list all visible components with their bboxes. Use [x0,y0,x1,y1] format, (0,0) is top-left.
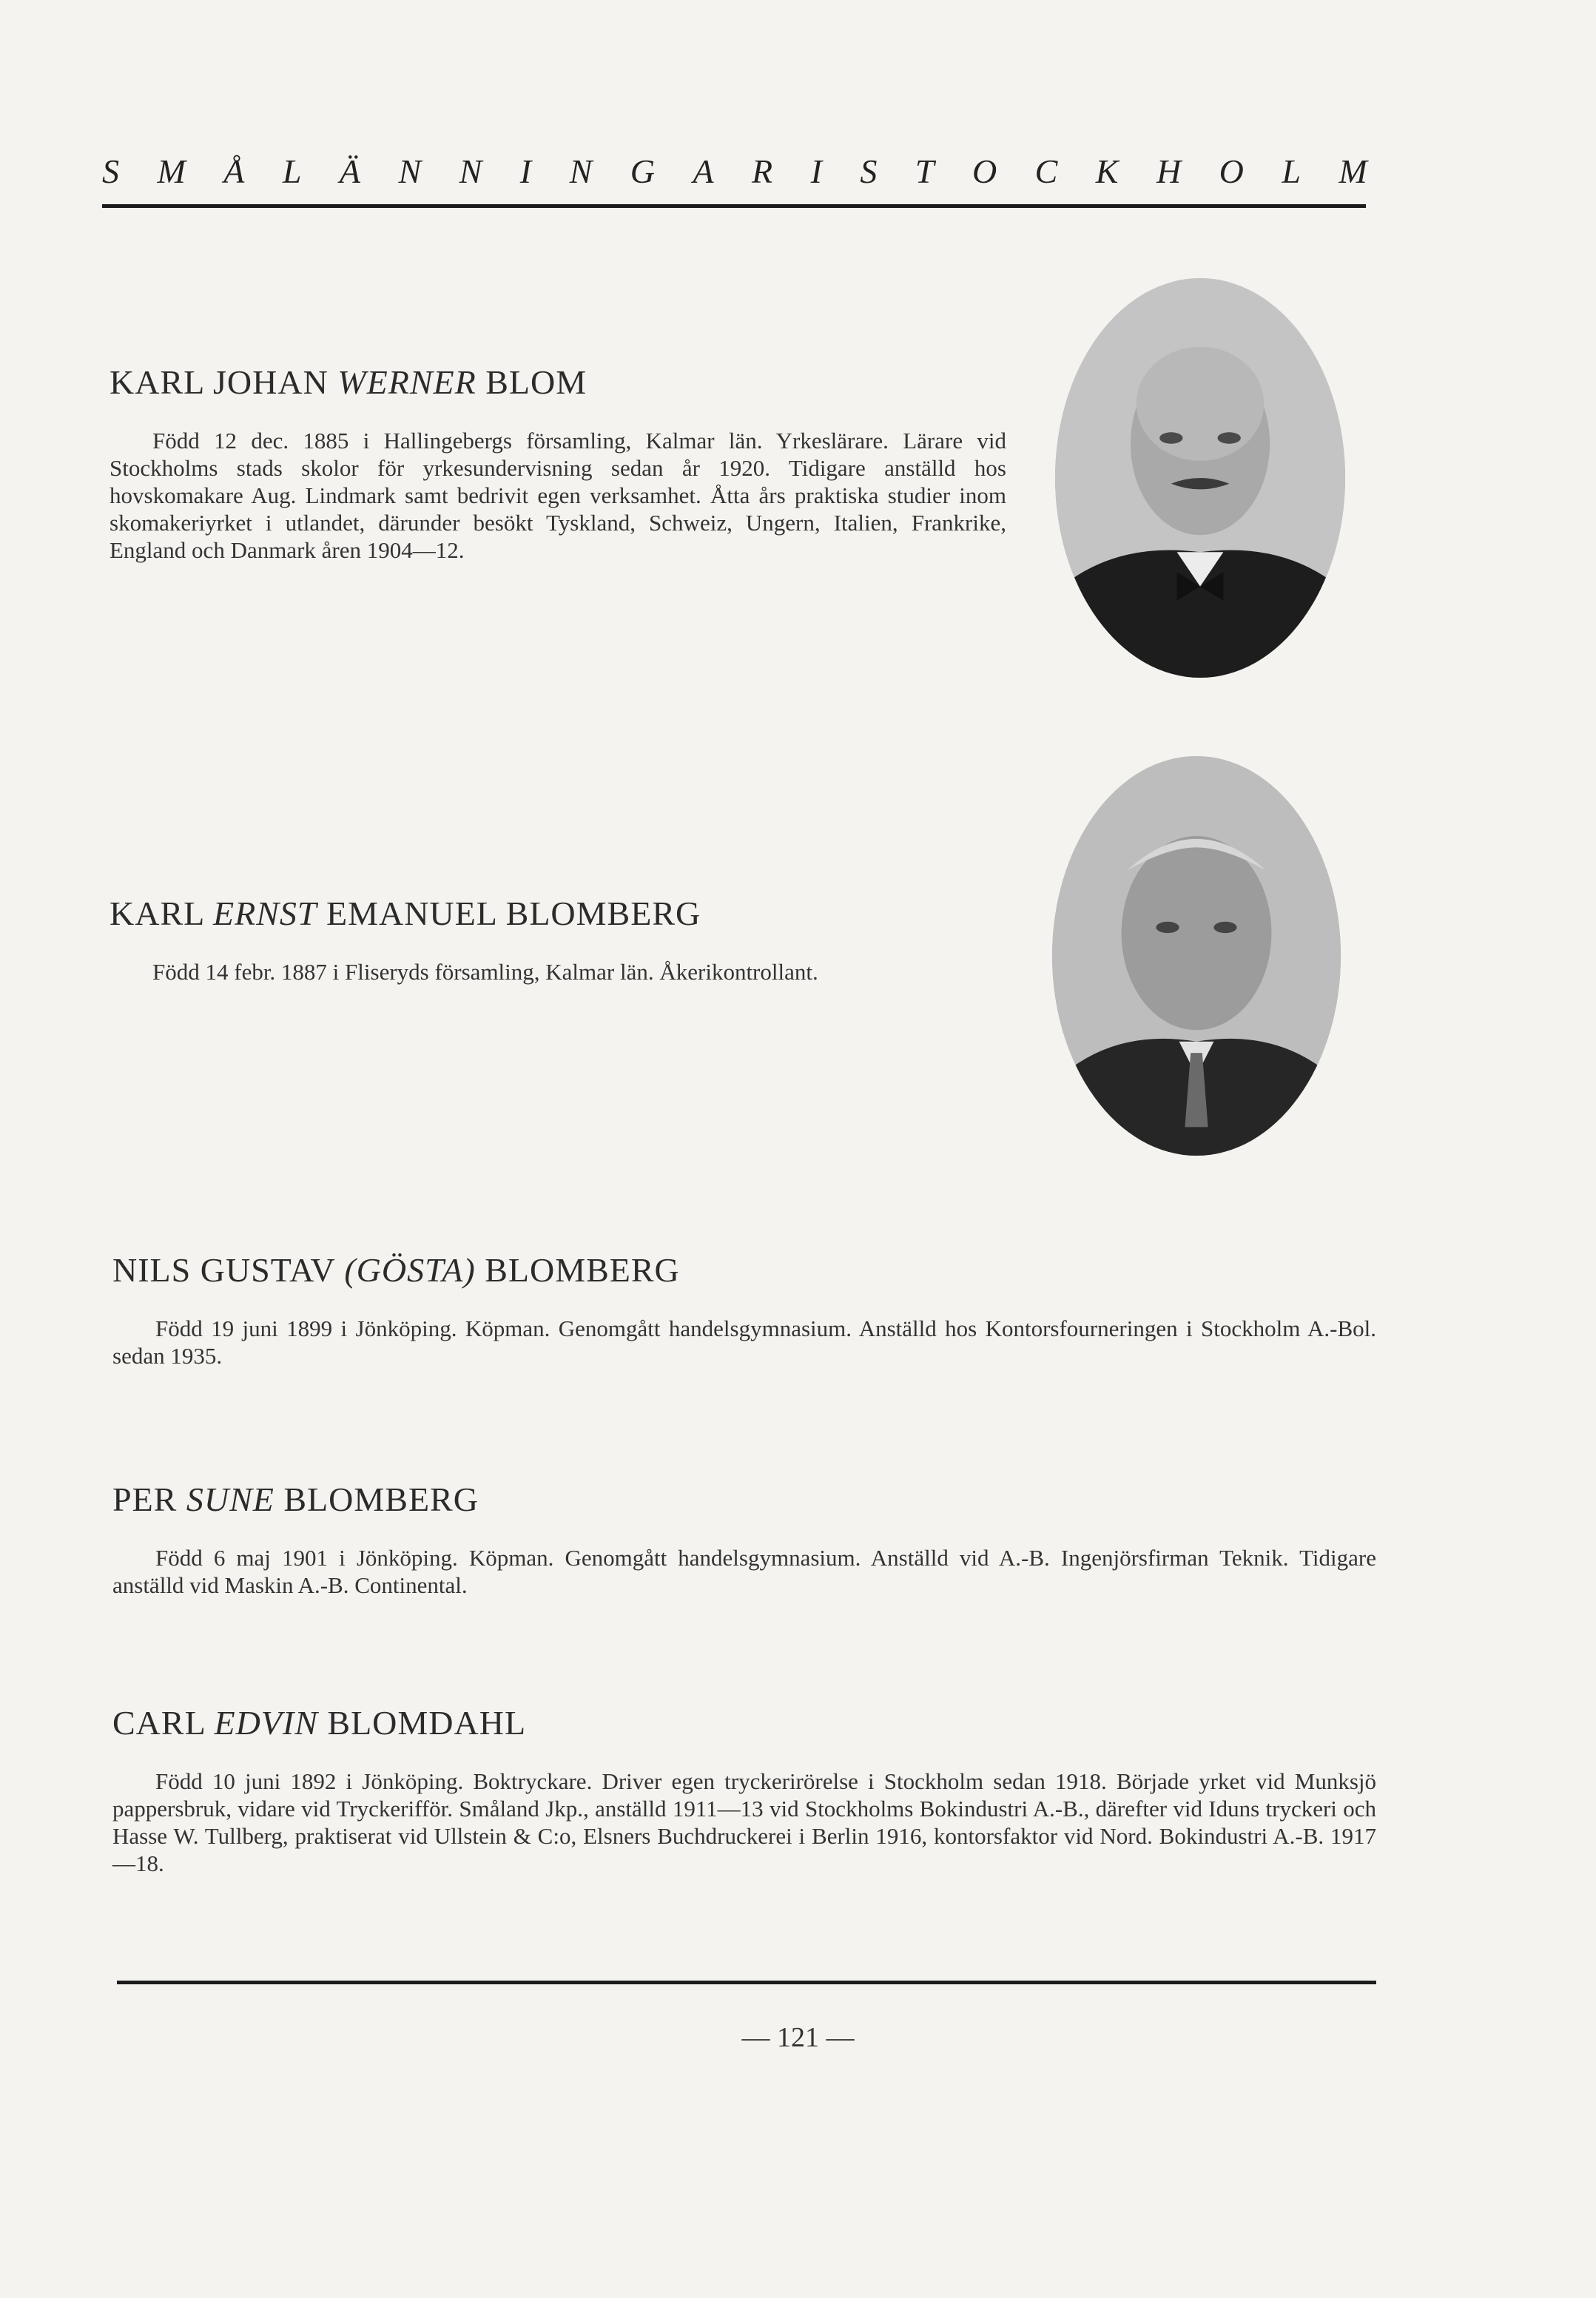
name-emphasis: (GÖSTA) [344,1251,476,1289]
person-name [110,894,1006,933]
running-title-letter: N [459,152,482,190]
biography-text: Född 6 maj 1901 i Jönköping. Köpman. Genomgått handelsgymnasium. Anställd vid A.-B. Ingenjörsfirman Teknik. Tidigare anställd vid Maskin A.-B. Continental. [112,1545,1376,1598]
running-title-letter: M [157,152,186,190]
running-title-letter: I [519,152,532,190]
running-title-letter: H [1156,152,1182,190]
page-number: — 121 — [741,2022,855,2053]
biography-entry [110,363,1006,564]
name-part: BLOMBERG [274,1480,479,1518]
name-part: BLOMBERG [475,1251,680,1289]
portrait-photo-blom [1055,278,1345,678]
header-rule [102,204,1366,208]
footer-rule [117,1981,1376,1984]
biography-entry [112,1480,1376,1599]
name-part: KARL JOHAN [110,363,338,401]
person-name [110,363,1006,402]
name-part: NILS GUSTAV [112,1251,345,1289]
name-emphasis: ERNST [213,894,317,932]
name-emphasis: EDVIN [214,1704,318,1742]
running-title-letter: M [1339,152,1367,190]
name-part: KARL [110,894,214,932]
running-title-letter: S [102,152,119,190]
name-part: EMANUEL BLOMBERG [317,894,701,932]
portrait-photo-ernst-blomberg [1052,756,1341,1156]
running-title-letter: G [630,152,655,190]
biography-text: Född 19 juni 1899 i Jönköping. Köpman. Genomgått handelsgymnasium. Anställd hos Kontorsfourneringen i Stockholm A.-Bol. sedan 1935. [112,1315,1376,1369]
running-title-letter: C [1034,152,1058,190]
name-emphasis: WERNER [337,363,477,401]
running-title-letter: O [1219,152,1244,190]
person-name [112,1250,1376,1290]
running-title-letter: T [915,152,935,190]
biography-text: Född 14 febr. 1887 i Fliseryds församling, Kalmar län. Åkerikontrollant. [152,959,818,985]
person-name [112,1703,1376,1742]
name-part: BLOM [476,363,587,401]
running-title [102,152,1367,191]
running-title-letter: S [860,152,878,190]
running-title-letter: N [398,152,422,190]
running-title-letter: K [1095,152,1119,190]
running-title-letter: Å [223,152,245,190]
biography-entry [112,1250,1376,1369]
name-part: PER [112,1480,186,1518]
running-title-letter: O [972,152,997,190]
portrait-image [1052,756,1341,1156]
biography-text: Född 12 dec. 1885 i Hallingebergs församling, Kalmar län. Yrkeslärare. Lärare vid Stockholms stads skolor för yrkesundervisning sedan år 1920. Tidigare anställd hos hovskomakare Aug. Lindmark samt bedrivit egen verksamhet. Åtta års praktiska studier inom skomakeriyrket i utlandet, därunder besökt Tyskland, Schweiz, Ungern, Italien, Frankrike, England och Danmark åren 1904—12. [110,428,1006,563]
name-emphasis: SUNE [186,1480,275,1518]
biography-entry [112,1703,1376,1877]
biography-text: Född 10 juni 1892 i Jönköping. Boktryckare. Driver egen tryckerirörelse i Stockholm sedan 1918. Började yrket vid Munksjö pappersbruk, vidare vid Tryckerifför. Småland Jkp., anställd 1911—13 vid Stockholms Bokindustri A.-B., därefter vid Iduns tryckeri och Hasse W. Tullberg, praktiserat vid Ullstein & C:o, Elsners Buchdruckerei i Berlin 1916, kontorsfaktor vid Nord. Bokindustri A.-B. 1917—18. [112,1768,1376,1876]
running-title-letter: A [693,152,714,190]
running-title-letter: R [752,152,773,190]
running-title-letter: L [1282,152,1301,190]
name-part: BLOMDAHL [317,1704,527,1742]
name-part: CARL [112,1704,215,1742]
running-title-letter: N [569,152,593,190]
running-title-letter: L [282,152,302,190]
portrait-image [1055,278,1345,678]
person-name [112,1480,1376,1519]
running-title-letter: Ä [339,152,361,190]
running-title-letter: I [810,152,822,190]
biography-entry [110,894,1006,985]
